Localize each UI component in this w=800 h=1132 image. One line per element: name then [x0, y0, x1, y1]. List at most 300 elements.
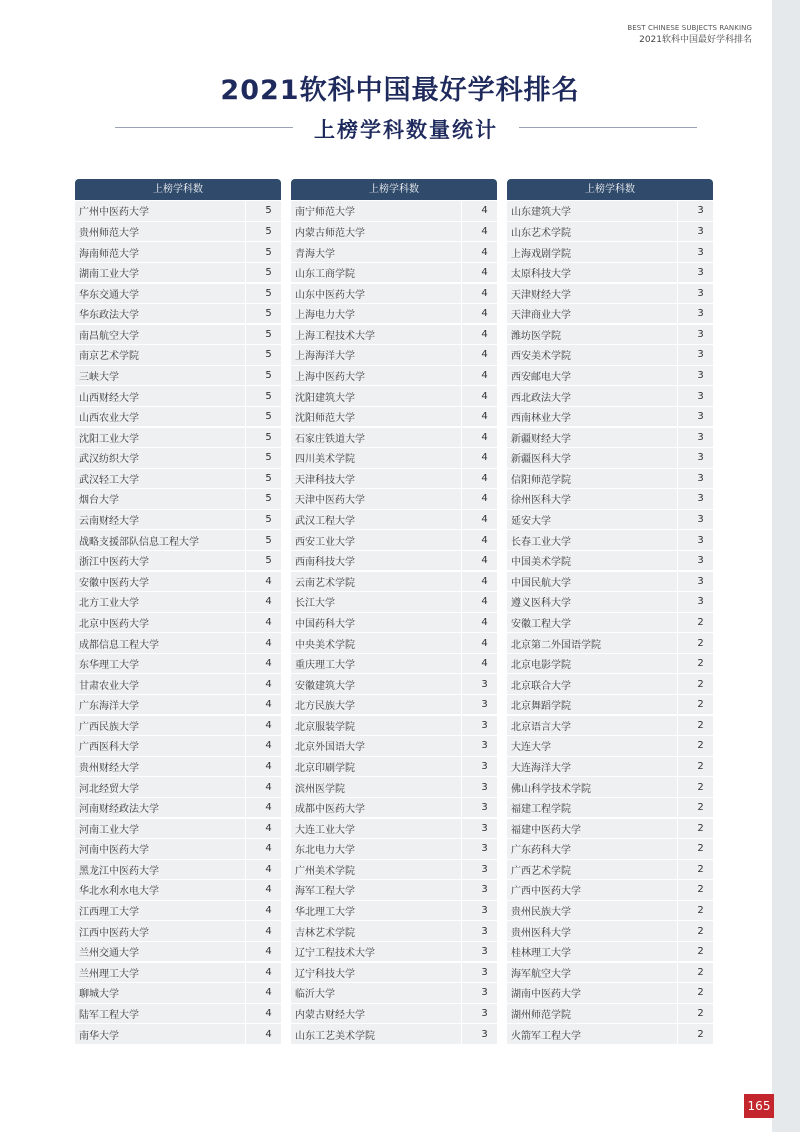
university-name: 北京电影学院: [511, 660, 571, 672]
subject-count: 4: [481, 616, 488, 628]
table-row: [291, 901, 497, 920]
university-name: 南京艺术学院: [79, 351, 139, 363]
table-row: [75, 613, 281, 632]
table-row: [291, 222, 497, 241]
table-row: [507, 1004, 713, 1023]
table-row: [507, 777, 713, 796]
university-name: 湖州师范学院: [511, 1009, 571, 1021]
subject-count: 4: [481, 205, 488, 217]
table-row: [291, 1004, 497, 1023]
university-name: 天津中医药大学: [295, 495, 365, 507]
table-row: [291, 551, 497, 570]
table-row: [75, 551, 281, 570]
subject-count: 2: [697, 678, 704, 690]
university-name: 天津商业大学: [511, 310, 571, 322]
university-name: 河南财经政法大学: [79, 804, 159, 816]
table-row: [291, 633, 497, 652]
page-number: 165: [744, 1094, 774, 1118]
subject-count: 3: [697, 267, 704, 279]
university-name: 上海工程技术大学: [295, 330, 375, 342]
subject-count: 4: [265, 905, 272, 917]
university-name: 天津科技大学: [295, 474, 355, 486]
subject-count: 3: [697, 287, 704, 299]
subject-count: 3: [697, 534, 704, 546]
side-band: [772, 0, 800, 1132]
subject-count: 3: [481, 843, 488, 855]
table-row: [507, 530, 713, 549]
table-row: [507, 551, 713, 570]
university-name: 中国民航大学: [511, 577, 571, 589]
university-name: 沈阳工业大学: [79, 433, 139, 445]
table-row: [291, 572, 497, 591]
subject-count: 3: [481, 699, 488, 711]
table-row: [507, 572, 713, 591]
table-row: [507, 592, 713, 611]
university-name: 北京服装学院: [295, 721, 355, 733]
subject-count: 2: [697, 822, 704, 834]
university-name: 西安工业大学: [295, 536, 355, 548]
subject-count: 4: [481, 658, 488, 670]
subject-count: 2: [697, 905, 704, 917]
university-name: 广西民族大学: [79, 721, 139, 733]
table-row: [507, 284, 713, 303]
table-row: [75, 572, 281, 591]
university-name: 重庆理工大学: [295, 660, 355, 672]
university-name: 山东中医药大学: [295, 289, 365, 301]
table-row: [75, 263, 281, 282]
table-row: [75, 798, 281, 817]
table-row: [507, 757, 713, 776]
table-row: [291, 386, 497, 405]
table-row: [507, 654, 713, 673]
university-name: 云南财经大学: [79, 516, 139, 528]
table-row: [291, 428, 497, 447]
subject-count: 5: [265, 431, 272, 443]
university-name: 西安邮电大学: [511, 372, 571, 383]
table-row: [291, 325, 497, 344]
subject-count: 2: [697, 740, 704, 752]
university-name: 浙江中医药大学: [79, 557, 149, 569]
university-name: 北京第二外国语学院: [511, 639, 601, 651]
table-row: [507, 674, 713, 693]
table-row: [507, 613, 713, 632]
university-name: 广东药科大学: [511, 845, 571, 857]
subject-count: 4: [481, 225, 488, 237]
subject-count: 5: [265, 287, 272, 299]
subject-count: 5: [265, 370, 272, 381]
university-name: 广州中医药大学: [79, 207, 149, 219]
subject-count: 2: [697, 1007, 704, 1019]
subject-count: 5: [265, 493, 272, 505]
subject-count: 4: [481, 431, 488, 443]
subject-count: 4: [481, 349, 488, 361]
table-row: [75, 325, 281, 344]
subject-count: 3: [481, 678, 488, 690]
subject-count: 4: [481, 287, 488, 299]
table-row: [507, 222, 713, 241]
subject-count: 3: [481, 1007, 488, 1019]
table-row: [507, 860, 713, 879]
university-name: 黑龙江中医药大学: [79, 865, 159, 877]
university-name: 东华理工大学: [79, 660, 139, 672]
university-name: 云南艺术学院: [295, 577, 355, 589]
subject-count: 2: [697, 1028, 704, 1040]
university-name: 广东海洋大学: [79, 701, 139, 713]
table-row: [507, 736, 713, 755]
subject-count: 4: [481, 390, 488, 402]
subject-count: 5: [265, 349, 272, 361]
table-row: [291, 201, 497, 220]
university-name: 长江大学: [295, 598, 335, 610]
table-row: [291, 695, 497, 714]
university-name: 安徽中医药大学: [79, 577, 149, 589]
table-row: [507, 510, 713, 529]
subject-count: 4: [265, 1028, 272, 1040]
university-name: 西安美术学院: [511, 351, 571, 363]
university-name: 广西医科大学: [79, 742, 139, 754]
university-name: 湖南中医药大学: [511, 989, 581, 1001]
table-row: [75, 242, 281, 261]
university-name: 广西中医药大学: [511, 886, 581, 898]
subject-count: 4: [481, 411, 488, 423]
table-row: [75, 428, 281, 447]
subject-count: 2: [697, 781, 704, 793]
university-name: 武汉纺织大学: [79, 454, 139, 466]
university-name: 北京联合大学: [511, 680, 571, 692]
university-name: 兰州理工大学: [79, 968, 139, 980]
university-name: 信阳师范学院: [511, 474, 571, 486]
university-name: 新疆财经大学: [511, 433, 571, 445]
university-name: 北京舞蹈学院: [511, 701, 571, 713]
subject-count: 4: [481, 452, 488, 464]
table-row: [75, 880, 281, 899]
university-name: 海军航空大学: [511, 968, 571, 980]
subject-count: 4: [265, 843, 272, 855]
subtitle: 上榜学科数量统计: [314, 118, 498, 142]
university-name: 东北电力大学: [295, 845, 355, 857]
subject-count: 2: [697, 637, 704, 649]
table-row: [75, 366, 281, 385]
subject-count: 3: [481, 760, 488, 772]
subject-count: 3: [481, 719, 488, 731]
subject-count: 2: [697, 719, 704, 731]
subject-count: 4: [481, 246, 488, 258]
table-row: [507, 880, 713, 899]
table-row: [75, 345, 281, 364]
table-row: [507, 386, 713, 405]
subject-count: 4: [481, 328, 488, 340]
table-row: [75, 201, 281, 220]
university-name: 江西理工大学: [79, 907, 139, 919]
university-name: 西南科技大学: [295, 557, 355, 569]
table-row: [75, 222, 281, 241]
subject-count: 5: [265, 390, 272, 402]
table-row: [291, 880, 497, 899]
university-name: 河南工业大学: [79, 824, 139, 836]
university-name: 新疆医科大学: [511, 454, 571, 466]
subject-count: 3: [697, 390, 704, 402]
subject-count: 3: [697, 308, 704, 320]
table-row: [75, 633, 281, 652]
table-column-2: [291, 179, 497, 1044]
subject-count: 4: [481, 596, 488, 608]
university-name: 太原科技大学: [511, 269, 571, 281]
subject-count: 3: [697, 493, 704, 505]
university-name: 大连海洋大学: [511, 762, 571, 774]
subject-count: 2: [697, 699, 704, 711]
university-name: 遵义医科大学: [511, 598, 571, 610]
subject-count: 2: [697, 843, 704, 855]
table-row: [291, 510, 497, 529]
university-name: 福建工程学院: [511, 804, 571, 816]
university-name: 潍坊医学院: [511, 330, 561, 342]
subject-count: 4: [481, 575, 488, 587]
table-row: [291, 777, 497, 796]
university-name: 南华大学: [79, 1030, 119, 1042]
subject-count: 4: [481, 308, 488, 320]
table-row: [291, 757, 497, 776]
table-row: [75, 983, 281, 1002]
table-row: [75, 386, 281, 405]
table-row: [291, 860, 497, 879]
subject-count: 4: [265, 678, 272, 690]
subject-count: 4: [481, 267, 488, 279]
university-name: 安徽建筑大学: [295, 680, 355, 692]
subject-count: 4: [265, 987, 272, 999]
table-row: [75, 674, 281, 693]
subject-count: 4: [481, 514, 488, 526]
university-name: 佛山科学技术学院: [511, 783, 591, 795]
university-name: 聊城大学: [79, 989, 119, 1001]
subject-count: 4: [265, 719, 272, 731]
subject-count: 5: [265, 452, 272, 464]
table-row: [507, 304, 713, 323]
subject-count: 3: [697, 555, 704, 567]
subject-count: 4: [265, 884, 272, 896]
table-row: [291, 819, 497, 838]
table-row: [291, 654, 497, 673]
table-row: [75, 736, 281, 755]
university-name: 贵州财经大学: [79, 762, 139, 774]
university-name: 海南师范大学: [79, 248, 139, 260]
table-row: [291, 263, 497, 282]
table-row: [291, 674, 497, 693]
table-row: [507, 325, 713, 344]
subject-count: 5: [265, 472, 272, 484]
table-row: [75, 942, 281, 961]
column-header: 上榜学科数: [291, 179, 497, 200]
university-name: 山东工商学院: [295, 269, 355, 281]
table-row: [507, 345, 713, 364]
university-name: 大连工业大学: [295, 824, 355, 836]
university-name: 天津财经大学: [511, 289, 571, 301]
subject-count: 4: [265, 863, 272, 875]
table-row: [291, 963, 497, 982]
university-name: 成都信息工程大学: [79, 639, 159, 651]
university-name: 湖南工业大学: [79, 269, 139, 281]
subject-count: 4: [481, 370, 488, 381]
subject-count: 3: [481, 822, 488, 834]
university-name: 武汉轻工大学: [79, 474, 139, 486]
university-name: 北京外国语大学: [295, 742, 365, 754]
table-row: [291, 839, 497, 858]
subject-count: 5: [265, 308, 272, 320]
university-name: 河北经贸大学: [79, 783, 139, 795]
table-row: [507, 921, 713, 940]
university-name: 华北水利水电大学: [79, 886, 159, 898]
subject-count: 3: [697, 514, 704, 526]
table-row: [75, 901, 281, 920]
subject-count: 2: [697, 760, 704, 772]
table-row: [507, 242, 713, 261]
subject-count: 4: [265, 946, 272, 958]
table-row: [291, 366, 497, 385]
subject-count: 3: [481, 905, 488, 917]
table-row: [291, 942, 497, 961]
table-row: [291, 798, 497, 817]
table-row: [507, 201, 713, 220]
university-name: 北方工业大学: [79, 598, 139, 610]
subject-count: 3: [697, 575, 704, 587]
university-name: 徐州医科大学: [511, 495, 571, 507]
table-row: [291, 469, 497, 488]
university-name: 辽宁工程技术大学: [295, 948, 375, 960]
university-name: 甘肃农业大学: [79, 680, 139, 692]
table-row: [75, 777, 281, 796]
subject-count: 4: [265, 637, 272, 649]
table-row: [75, 489, 281, 508]
table-row: [75, 407, 281, 426]
university-name: 山西财经大学: [79, 392, 139, 404]
subject-count: 3: [697, 596, 704, 608]
subject-count: 4: [265, 616, 272, 628]
subject-count: 4: [265, 1007, 272, 1019]
table-row: [507, 695, 713, 714]
subject-count: 5: [265, 328, 272, 340]
university-name: 大连大学: [511, 742, 551, 754]
university-name: 中国美术学院: [511, 557, 571, 569]
table-row: [291, 983, 497, 1002]
subject-count: 2: [697, 802, 704, 814]
subject-count: 3: [481, 925, 488, 937]
table-row: [291, 284, 497, 303]
table-row: [75, 304, 281, 323]
university-name: 北京语言大学: [511, 721, 571, 733]
university-name: 辽宁科技大学: [295, 968, 355, 980]
subject-count: 2: [697, 658, 704, 670]
table-row: [507, 428, 713, 447]
subject-count: 4: [265, 658, 272, 670]
table-row: [75, 716, 281, 735]
university-name: 上海海洋大学: [295, 351, 355, 363]
table-row: [75, 469, 281, 488]
table-row: [75, 963, 281, 982]
subject-count: 3: [697, 225, 704, 237]
university-name: 沈阳师范大学: [295, 413, 355, 425]
table-row: [507, 942, 713, 961]
subject-count: 3: [697, 431, 704, 443]
table-row: [291, 592, 497, 611]
subject-count: 4: [481, 637, 488, 649]
university-name: 火箭军工程大学: [511, 1030, 581, 1042]
subject-count: 4: [265, 781, 272, 793]
university-name: 青海大学: [295, 248, 335, 260]
subject-count: 4: [265, 575, 272, 587]
university-name: 武汉工程大学: [295, 516, 355, 528]
table-row: [507, 819, 713, 838]
table-row: [291, 448, 497, 467]
university-name: 北京中医药大学: [79, 618, 149, 630]
university-name: 四川美术学院: [295, 454, 355, 466]
university-name: 山东艺术学院: [511, 227, 571, 239]
subject-count: 4: [481, 493, 488, 505]
university-name: 西北政法大学: [511, 392, 571, 404]
subject-count: 3: [481, 1028, 488, 1040]
university-name: 中国药科大学: [295, 618, 355, 630]
subtitle-block: [115, 114, 697, 144]
subject-count: 2: [697, 987, 704, 999]
subject-count: 3: [481, 740, 488, 752]
table-row: [291, 613, 497, 632]
university-name: 华北理工大学: [295, 907, 355, 919]
university-name: 烟台大学: [79, 495, 119, 507]
table-row: [291, 242, 497, 261]
university-name: 内蒙古财经大学: [295, 1009, 365, 1021]
university-name: 海军工程大学: [295, 886, 355, 898]
table-row: [507, 963, 713, 982]
subject-count: 5: [265, 555, 272, 567]
subject-count: 3: [481, 946, 488, 958]
table-row: [75, 860, 281, 879]
table-row: [507, 983, 713, 1002]
university-name: 北京印刷学院: [295, 762, 355, 774]
subject-count: 4: [265, 822, 272, 834]
university-name: 滨州医学院: [295, 783, 345, 795]
table-row: [75, 448, 281, 467]
subject-count: 3: [697, 370, 704, 381]
table-row: [291, 921, 497, 940]
column-header: 上榜学科数: [507, 179, 713, 200]
subject-count: 3: [697, 205, 704, 217]
subject-count: 4: [481, 472, 488, 484]
subject-count: 4: [265, 596, 272, 608]
subject-count: 3: [697, 328, 704, 340]
table-row: [75, 819, 281, 838]
university-name: 成都中医药大学: [295, 804, 365, 816]
university-name: 兰州交通大学: [79, 948, 139, 960]
university-name: 长春工业大学: [511, 536, 571, 548]
university-name: 江西中医药大学: [79, 927, 149, 939]
university-name: 贵州医科大学: [511, 927, 571, 939]
university-name: 河南中医药大学: [79, 845, 149, 857]
table-row: [75, 284, 281, 303]
subject-count: 4: [481, 555, 488, 567]
subject-count: 5: [265, 514, 272, 526]
university-name: 安徽工程大学: [511, 618, 571, 630]
subject-count: 5: [265, 246, 272, 258]
subject-count: 3: [697, 349, 704, 361]
university-name: 战略支援部队信息工程大学: [79, 536, 199, 548]
university-name: 石家庄铁道大学: [295, 433, 365, 445]
university-name: 山东工艺美术学院: [295, 1030, 375, 1042]
table-row: [507, 1024, 713, 1043]
table-column-3: [507, 179, 713, 1044]
subject-count: 4: [265, 966, 272, 978]
university-name: 广州美术学院: [295, 865, 355, 877]
table-row: [291, 345, 497, 364]
subject-count: 3: [481, 987, 488, 999]
university-name: 中央美术学院: [295, 639, 355, 651]
